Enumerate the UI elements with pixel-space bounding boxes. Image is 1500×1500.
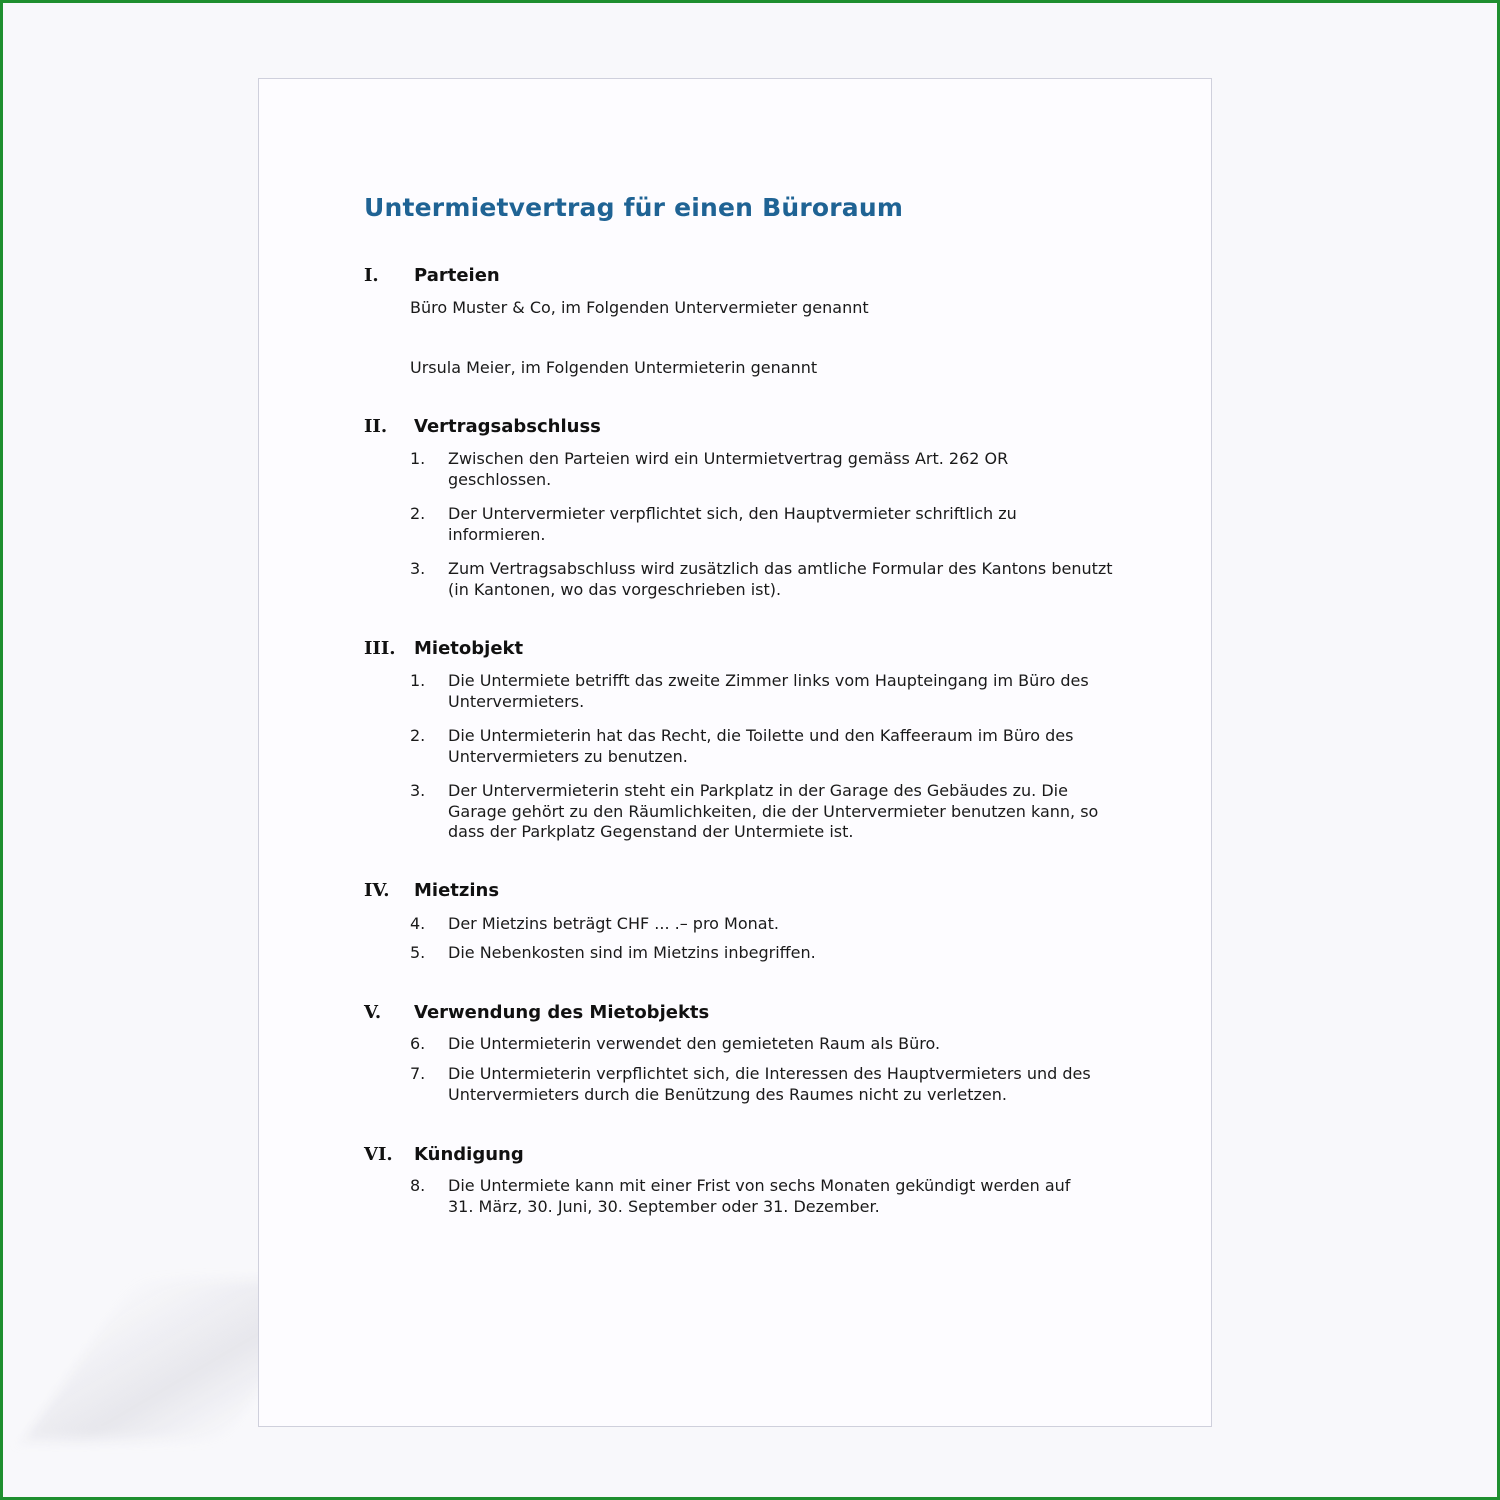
item-text: Die Nebenkosten sind im Mietzins inbegriffen. xyxy=(448,943,816,962)
section-number: III. xyxy=(364,638,396,659)
item-text: Die Untermieterin verpflichtet sich, die Interessen des Hauptvermieters und des Untervermieters durch die Benützung des Raumes nicht zu verletzen. xyxy=(448,1064,1091,1104)
item-text: Der Untervermieterin steht ein Parkplatz in der Garage des Gebäudes zu. Die Garage gehört zu den Räumlichkeiten, die der Untervermieter benutzen kann, so dass der Parkplatz Gegenstand der Untermiete ist. xyxy=(448,781,1099,841)
item-text: Zwischen den Parteien wird ein Untermietvertrag gemäss Art. 262 OR geschlossen. xyxy=(448,449,1009,489)
list-item xyxy=(410,504,1148,545)
section-title: Verwendung des Mietobjekts xyxy=(414,1002,710,1023)
item-text: Der Untervermieter verpflichtet sich, den Hauptvermieter schriftlich zu informieren. xyxy=(448,504,1017,544)
section-heading-mietzins xyxy=(364,880,499,901)
list-item xyxy=(410,449,1148,490)
section-title: Mietobjekt xyxy=(414,638,524,659)
section-number: II. xyxy=(364,416,388,437)
list-item xyxy=(410,726,1148,767)
section-title: Mietzins xyxy=(414,880,500,901)
list-item xyxy=(410,943,1148,964)
section-number: IV. xyxy=(364,880,390,901)
item-number: 7. xyxy=(410,1064,426,1083)
list-item xyxy=(410,1064,1148,1105)
section-heading-verwendung xyxy=(364,1002,709,1023)
section-heading-parteien xyxy=(364,265,500,286)
section-title: Kündigung xyxy=(414,1144,524,1165)
section-heading-mietobjekt xyxy=(364,638,523,659)
item-text: Die Untermieterin hat das Recht, die Toilette und den Kaffeeraum im Büro des Untervermieters zu benutzen. xyxy=(448,726,1074,766)
section-title: Vertragsabschluss xyxy=(414,416,601,437)
item-number: 1. xyxy=(410,449,426,468)
item-text: Die Untermiete kann mit einer Frist von sechs Monaten gekündigt werden auf 31. März, 30. Juni, 30. September oder 31. Dezember. xyxy=(448,1176,1071,1216)
item-number: 4. xyxy=(410,914,426,933)
item-number: 1. xyxy=(410,671,426,690)
section-number: I. xyxy=(364,265,379,286)
party-landlord: Büro Muster & Co, im Folgenden Untervermieter genannt xyxy=(410,298,869,317)
list-item xyxy=(410,559,1148,600)
section-number: VI. xyxy=(364,1144,393,1165)
section-title: Parteien xyxy=(414,265,500,286)
section-heading-kuendigung xyxy=(364,1144,524,1165)
item-number: 3. xyxy=(410,559,426,578)
list-item xyxy=(410,1176,1148,1217)
item-text: Die Untermiete betrifft das zweite Zimmer links vom Haupteingang im Büro des Untervermieters. xyxy=(448,671,1089,711)
item-text: Zum Vertragsabschluss wird zusätzlich das amtliche Formular des Kantons benutzt (in Kantonen, wo das vorgeschrieben ist). xyxy=(448,559,1113,599)
section-number: V. xyxy=(364,1002,382,1023)
item-number: 5. xyxy=(410,943,426,962)
section-heading-vertragsabschluss xyxy=(364,416,601,437)
list-item xyxy=(410,671,1148,712)
list-item xyxy=(410,914,1148,935)
item-number: 8. xyxy=(410,1176,426,1195)
item-text: Der Mietzins beträgt CHF ... .– pro Monat. xyxy=(448,914,779,933)
document-page xyxy=(258,78,1212,1427)
item-number: 6. xyxy=(410,1034,426,1053)
party-tenant: Ursula Meier, im Folgenden Untermieterin genannt xyxy=(410,358,818,377)
item-number: 3. xyxy=(410,781,426,800)
item-number: 2. xyxy=(410,504,426,523)
item-text: Die Untermieterin verwendet den gemieteten Raum als Büro. xyxy=(448,1034,941,1053)
item-number: 2. xyxy=(410,726,426,745)
list-item xyxy=(410,1034,1148,1055)
list-item xyxy=(410,781,1148,843)
document-title: Untermietvertrag für einen Büroraum xyxy=(364,193,904,222)
